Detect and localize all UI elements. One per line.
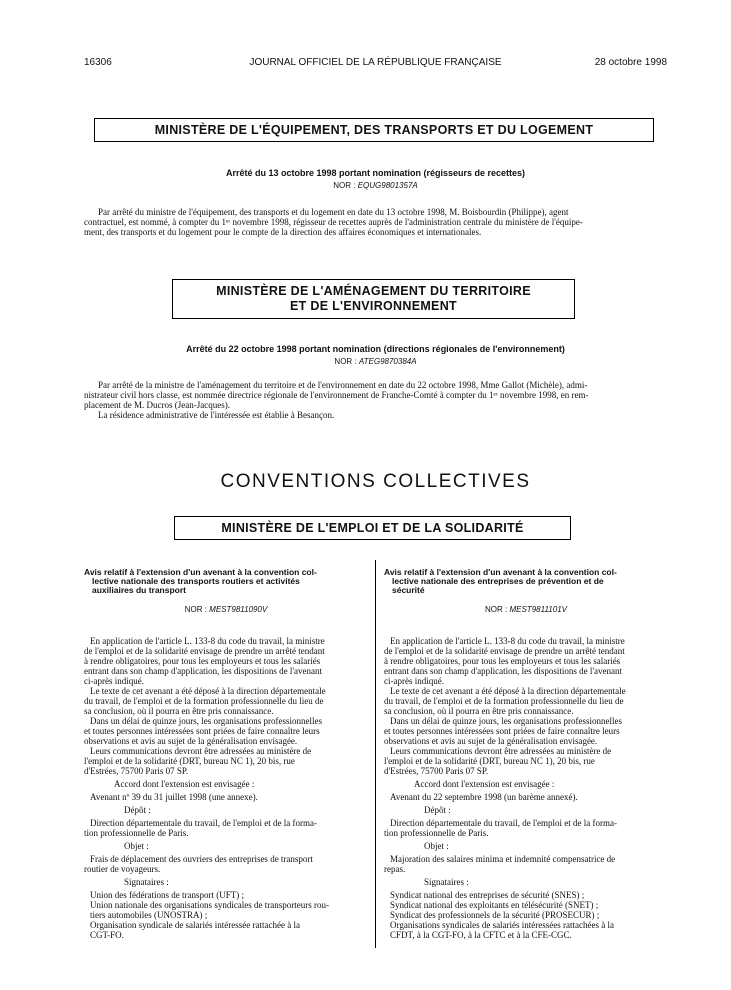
page-header [84,57,667,71]
ministry-name-line1: MINISTÈRE DE L'AMÉNAGEMENT DU TERRITOIRE [216,284,531,298]
ministry-name: MINISTÈRE DE L'EMPLOI ET DE LA SOLIDARITÉ [221,521,524,535]
text-line: Union nationale des organisations syndicales de transporteurs rou- [90,900,330,910]
text-line: En application de l'article L. 133-8 du code du travail, la ministre [390,636,625,646]
nor-label: NOR : [333,181,356,190]
text-line: sa conclusion, où il pourra en être pris connaissance. [84,706,274,716]
text-line: Majoration des salaires minima et indemnité compensatrice de [390,854,616,864]
nor-label: NOR : [184,605,207,614]
text-line: d'Estrées, 75700 Paris 07 SP. [84,766,189,776]
ministry-name: MINISTÈRE DE L'ÉQUIPEMENT, DES TRANSPORTS ET DU LOGEMENT [154,123,594,137]
ministry-box-equipement [94,118,654,142]
text-line: ci-après indiqué. [84,676,144,686]
text-line: l'emploi et de la solidarité (DRT, bureau NC 1), 20 bis, rue [384,756,595,766]
text-line: Accord dont l'extension est envisagée : [114,779,255,789]
text-line: à rendre obligatoires, pour tous les employeurs et tous les salariés [84,656,321,666]
text-line: Par arrêté de la ministre de l'aménagement du territoire et de l'environnement en date du 22 octobre 1998, Mme Gallot (Michèle), admi- [98,380,588,390]
ministry-box-emploi [174,516,571,540]
text-line: tiers automobiles (UNOSTRA) ; [90,910,208,920]
text-line: l'emploi et de la solidarité (DRT, bureau NC 1), 20 bis, rue [84,756,295,766]
page-number: 16306 [84,57,112,68]
text-line: de l'emploi et de la solidarité envisage de prendre un arrêté tendant [84,646,325,656]
text-line: nistrateur civil hors classe, est nommée directrice régionale de l'environnement de Franche-Comté à compter du 1ᵉʳ novembre 1998, en rem- [84,390,589,400]
avis-right-column [384,568,668,940]
nor-label: NOR : [334,357,357,366]
text-line: Syndicat national des exploitants en télésécurité (SNET) ; [390,900,599,910]
text-line: Objet : [124,841,149,851]
text-line: placement de M. Ducros (Jean-Jacques). [84,400,230,410]
text-line: ci-après indiqué. [384,676,444,686]
journal-title: JOURNAL OFFICIEL DE LA RÉPUBLIQUE FRANÇAISE [249,57,502,68]
text-line: Dans un délai de quinze jours, les organisations professionnelles [90,716,323,726]
text-line: entrant dans son champ d'application, les dispositions de l'avenant [84,666,322,676]
arrete-body [84,207,667,237]
nor-reference [84,181,667,190]
text-line: Leurs communications devront être adressées au ministère de [90,746,312,756]
text-line: Avenant du 22 septembre 1998 (un barème annexé). [390,792,578,802]
section-heading: CONVENTIONS COLLECTIVES [220,471,531,492]
nor-reference [84,357,667,366]
text-line: Avis relatif à l'extension d'un avenant à la convention col- [384,567,617,577]
issue-date: 28 octobre 1998 [594,57,667,68]
text-line: Le texte de cet avenant a été déposé à la direction départementale [90,686,326,696]
text-line: Leurs communications devront être adressées au ministère de [390,746,612,756]
text-line: Avenant nº 39 du 31 juillet 1998 (une annexe). [90,792,258,802]
text-line: de l'emploi et de la solidarité envisage de prendre un arrêté tendant [384,646,625,656]
text-line: sa conclusion, où il pourra en être pris connaissance. [384,706,574,716]
nor-reference [84,605,368,614]
text-line: contractuel, est nommé, à compter du 1ᵉʳ novembre 1998, régisseur de recettes auprès de l'administration centrale du ministère de l'équipe- [84,217,583,227]
text-line: ment, des transports et du logement pour le compte de la direction des affaires économiques et internationales. [84,227,482,237]
text-line: et toutes personnes intéressées sont priées de faire connaître leurs [84,726,320,736]
text-line: Accord dont l'extension est envisagée : [414,779,555,789]
nor-code: ATEG9870384A [358,357,417,366]
text-line: Syndicat des professionnels de la sécurité (PROSECUR) ; [390,910,600,920]
nor-code: MEST9811101V [509,605,567,614]
text-line: observations et avis au sujet de la généralisation envisagée. [84,736,298,746]
nor-code: EQUG9801357A [357,181,418,190]
text-line: Frais de déplacement des ouvriers des entreprises de transport [90,854,313,864]
avis-body [84,636,368,940]
text-line: Organisations syndicales de salariés intéressées rattachées à la [390,920,614,930]
nor-reference [384,605,668,614]
text-line: lective nationale des entreprises de prévention et de [392,576,604,586]
text-line: à rendre obligatoires, pour tous les employeurs et tous les salariés [384,656,621,666]
text-line: Signataires : [124,877,169,887]
text-line: sécurité [392,585,425,595]
text-line: d'Estrées, 75700 Paris 07 SP. [384,766,489,776]
text-line: La résidence administrative de l'intéressée est établie à Besançon. [98,410,335,420]
text-line: entrant dans son champ d'application, les dispositions de l'avenant [384,666,622,676]
text-line: routier de voyageurs. [84,864,161,874]
avis-title [384,568,668,595]
text-line: observations et avis au sujet de la généralisation envisagée. [384,736,598,746]
text-line: repas. [384,864,406,874]
ministry-box-amenagement [172,279,575,319]
text-line: Avis relatif à l'extension d'un avenant à la convention col- [84,567,317,577]
text-line: Dans un délai de quinze jours, les organisations professionnelles [390,716,623,726]
ministry-name-line2: ET DE L'ENVIRONNEMENT [290,299,457,313]
text-line: Dépôt : [124,805,151,815]
text-line: du travail, de l'emploi et de la formation professionnelle du lieu de [84,696,324,706]
text-line: Signataires : [424,877,469,887]
text-line: du travail, de l'emploi et de la formation professionnelle du lieu de [384,696,624,706]
text-line: tion professionnelle de Paris. [84,828,189,838]
text-line: Le texte de cet avenant a été déposé à la direction départementale [390,686,626,696]
text-line: auxiliaires du transport [92,585,186,595]
text-line: Objet : [424,841,449,851]
text-line: Dépôt : [424,805,451,815]
avis-left-column [84,568,368,940]
text-line: et toutes personnes intéressées sont priées de faire connaître leurs [384,726,620,736]
text-line: CFDT, à la CGT-FO, à la CFTC et à la CFE-CGC. [390,930,572,940]
text-line: lective nationale des transports routiers et activités [92,576,300,586]
text-line: Organisation syndicale de salariés intéressée rattachée à la [90,920,300,930]
nor-label: NOR : [485,605,508,614]
avis-body [384,636,668,940]
text-line: Union des fédérations de transport (UFT) ; [90,890,244,900]
column-divider [375,560,376,948]
text-line: CGT-FO. [90,930,124,940]
arrete-title: Arrêté du 13 octobre 1998 portant nomination (régisseurs de recettes) [225,168,526,178]
text-line: tion professionnelle de Paris. [384,828,489,838]
text-line: Syndicat national des entreprises de sécurité (SNES) ; [390,890,585,900]
arrete-title: Arrêté du 22 octobre 1998 portant nomination (directions régionales de l'environnement) [186,344,565,354]
text-line: Direction départementale du travail, de l'emploi et de la forma- [390,818,618,828]
text-line: Direction départementale du travail, de l'emploi et de la forma- [90,818,318,828]
text-line: Par arrêté du ministre de l'équipement, des transports et du logement en date du 13 octobre 1998, M. Boisbourdin (Philippe), agent [98,207,569,217]
arrete-body [84,380,667,420]
text-line: En application de l'article L. 133-8 du code du travail, la ministre [90,636,325,646]
avis-title [84,568,368,595]
nor-code: MEST9811090V [209,605,268,614]
